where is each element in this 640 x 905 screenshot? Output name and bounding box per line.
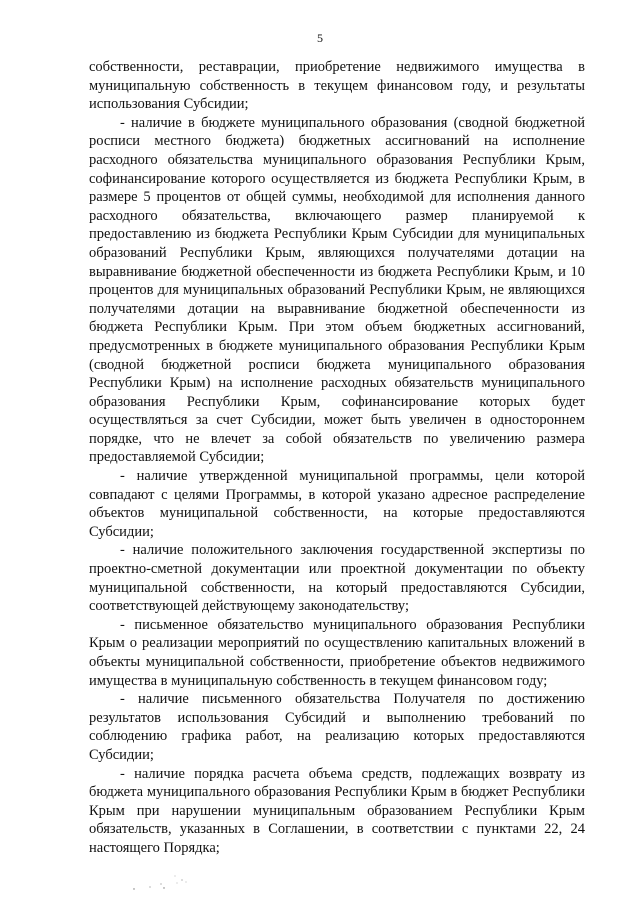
scan-noise-specks <box>130 856 200 896</box>
paragraph-continuation: собственности, реставрации, приобретение недвижимого имущества в муниципальную собственность в текущем финансовом году, и результаты использования Субсидии; <box>89 59 585 113</box>
list-item-state-expertise: - наличие положительного заключения государственной экспертизы по проектно-сметной документации или проектной документации по объекту муниципальной собственности, на который предоставляются Субсидии, соответствующей действующему законодательству; <box>89 542 585 615</box>
document-body <box>89 58 585 858</box>
list-item-budget-allocations: - наличие в бюджете муниципального образования (сводной бюджетной росписи местного бюджета) бюджетных ассигнований на исполнение расходного обязательства муниципального образования Республики Крым, софинансирование которого осуществляется из бюджета Республики Крым, в размере 5 процентов от общей суммы, необходимой для исполнения данного расходного обязательства, включающего размер планируемой к предоставлению из бюджета Республики Крым Субсидии для муниципальных образований Республики Крым, являющихся получателями дотации на выравнивание бюджетной обеспеченности из бюджета Республики Крым, и 10 процентов для муниципальных образований Республики Крым, не являющихся получателями дотации на выравнивание бюджетной обеспеченности из бюджета Республики Крым. При этом объем бюджетных ассигнований, предусмотренных в бюджете муниципального образования Республики Крым (сводной бюджетной росписи бюджета муниципального образования Республики Крым) на исполнение расходных обязательств муниципального образования Республики Крым, софинансирование которых будет осуществляться за счет Субсидии, может быть увеличен в одностороннем порядке, что не влечет за собой обязательств по увеличению размера предоставляемой Субсидии; <box>89 114 585 466</box>
list-item-municipal-program: - наличие утвержденной муниципальной программы, цели которой совпадают с целями Программы, в которой указано адресное распределение объектов муниципальной собственности, на которые предоставляются Субсидии; <box>89 468 585 540</box>
list-item-recipient-commitment: - наличие письменного обязательства Получателя по достижению результатов использования Субсидий и выполнению требований по соблюдению графика работ, на реализацию которых предоставляются Субсидии; <box>89 691 585 763</box>
list-item-written-commitment: - письменное обязательство муниципального образования Республики Крым о реализации мероприятий по осуществлению капитальных вложений в объекты муниципальной собственности, приобретение объектов недвижимого имущества в муниципальную собственность в текущем финансовом году; <box>89 616 585 689</box>
page-number: 5 <box>317 31 323 45</box>
list-item-refund-procedure: - наличие порядка расчета объема средств, подлежащих возврату из бюджета муниципального образования Республики Крым в бюджет Республики Крым при нарушении муниципальным образованием Республики Крым обязательств, указанных в Соглашении, в соответствии с пунктами 22, 24 настоящего Порядка; <box>89 765 585 856</box>
